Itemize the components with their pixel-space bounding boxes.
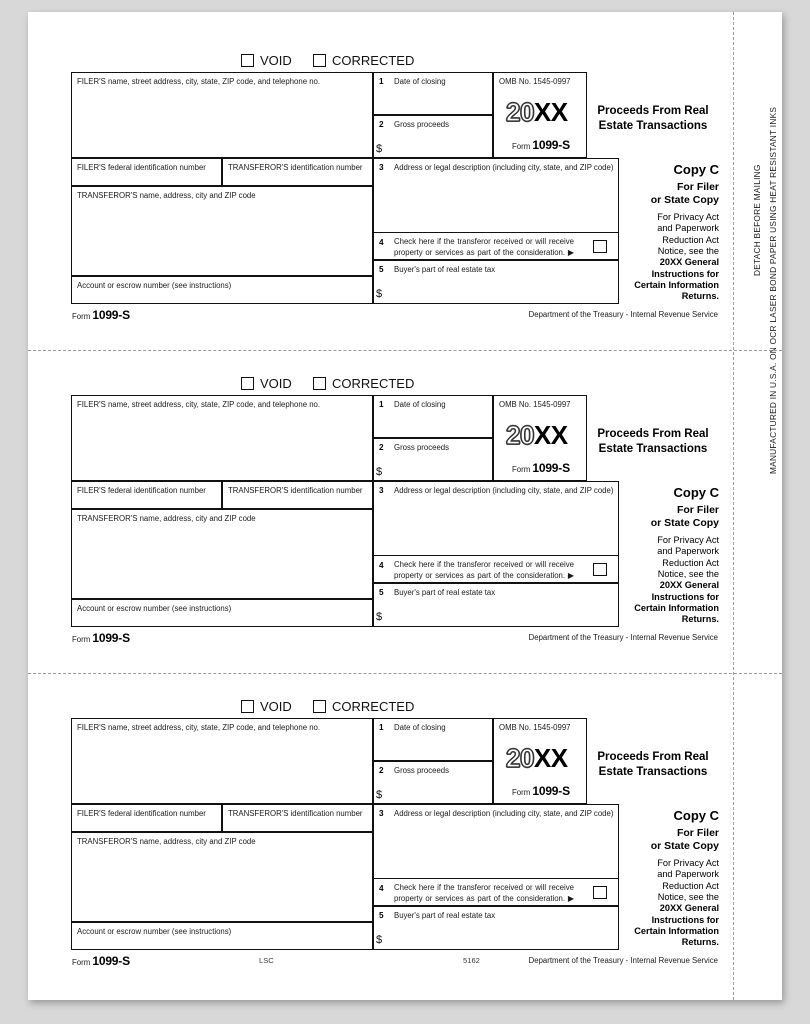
form-footer (71, 952, 719, 968)
box4-label-line2-text: property or services as part of the consideration. (394, 893, 566, 903)
void-label: VOID (260, 699, 292, 714)
account-number-box[interactable] (71, 276, 373, 304)
box3-label: Address or legal description (including city, state, and ZIP code) (394, 809, 614, 818)
box5-label: Buyer's part of real estate tax (394, 911, 496, 920)
form-footer (71, 306, 719, 322)
copy-c-sub-line1: For Filer (676, 827, 719, 839)
footer-form-number: 1099-S (92, 308, 130, 322)
tax-year-suffix: XX (533, 97, 568, 127)
omb-number: OMB No. 1545-0997 (499, 723, 571, 732)
copy-c-sub-line2: or State Copy (650, 516, 719, 529)
filer-tin-label: FILER'S federal identification number (77, 809, 206, 818)
corrected-label: CORRECTED (332, 376, 415, 391)
tax-year-suffix: XX (533, 743, 568, 773)
void-checkbox-group[interactable] (241, 54, 292, 67)
void-checkbox-group[interactable] (241, 377, 292, 390)
box1-label: Date of closing (394, 400, 446, 409)
form-grid (71, 72, 719, 304)
void-label: VOID (260, 376, 292, 391)
copy-c-heading: Copy C (673, 162, 719, 177)
footer-treasury: Department of the Treasury - Internal Revenue Service (528, 310, 718, 319)
box4-number: 4 (379, 884, 384, 893)
box2-number: 2 (379, 120, 384, 129)
box4-cell[interactable] (373, 878, 619, 906)
tax-year-prefix: 20 (506, 97, 534, 127)
filer-tin-box[interactable] (71, 158, 222, 186)
notice-line7: Certain Information (634, 602, 719, 613)
copy-c-subtitle (619, 504, 719, 529)
form-number: 1099-S (532, 138, 570, 152)
form-word: Form (512, 142, 531, 151)
box4-cell[interactable] (373, 555, 619, 583)
filer-name-label: FILER'S name, street address, city, state, ZIP code, and telephone no. (77, 723, 321, 732)
manufactured-note: MANUFACTURED IN U.S.A. ON OCR LASER BOND PAPER USING HEAT RESISTANT INKS (768, 106, 778, 474)
privacy-act-notice (619, 535, 719, 625)
footer-form-number: 1099-S (92, 631, 130, 645)
box2-label: Gross proceeds (394, 766, 450, 775)
box4-arrow-icon: ▶ (567, 247, 574, 257)
notice-line6: Instructions for (651, 914, 719, 925)
box2-number: 2 (379, 766, 384, 775)
footer-form-word: Form (72, 958, 91, 967)
box1-date-of-closing[interactable] (373, 72, 493, 115)
box1-number: 1 (379, 400, 384, 409)
form-title-line1: Proceeds From Real (597, 105, 709, 117)
copy-c-heading: Copy C (673, 808, 719, 823)
void-checkbox[interactable] (241, 54, 254, 67)
filer-name-label: FILER'S name, street address, city, state, ZIP code, and telephone no. (77, 400, 321, 409)
box2-number: 2 (379, 443, 384, 452)
tax-year-prefix: 20 (506, 743, 534, 773)
box3-number: 3 (379, 486, 384, 495)
box4-label-line2-text: property or services as part of the consideration. (394, 247, 566, 257)
corrected-checkbox-group[interactable] (313, 700, 414, 713)
form-word: Form (512, 465, 531, 474)
omb-number: OMB No. 1545-0997 (499, 400, 571, 409)
form-title-line2: Estate Transactions (598, 765, 708, 778)
footer-treasury: Department of the Treasury - Internal Revenue Service (528, 956, 718, 965)
perforation-separator-1 (28, 350, 782, 351)
perforation-separator-2 (28, 673, 782, 674)
form-title-line1: Proceeds From Real (597, 751, 709, 763)
box5-label: Buyer's part of real estate tax (394, 588, 496, 597)
transferor-name-box[interactable] (71, 186, 373, 276)
notice-line4: Notice, see the (657, 892, 719, 903)
box4-arrow-icon: ▶ (567, 893, 574, 903)
corrected-label: CORRECTED (332, 53, 415, 68)
notice-line3: Reduction Act (662, 234, 719, 245)
account-number-label: Account or escrow number (see instructions) (77, 927, 232, 936)
box3-label: Address or legal description (including city, state, and ZIP code) (394, 486, 614, 495)
box5-number: 5 (379, 911, 384, 920)
box2-dollar-sign: $ (376, 143, 383, 155)
footer-form-identifier (72, 954, 130, 968)
filer-tin-label: FILER'S federal identification number (77, 163, 206, 172)
box4-label-line1: Check here if the transferor received or will receive (394, 560, 574, 569)
box4-number: 4 (379, 561, 384, 570)
account-number-label: Account or escrow number (see instructions) (77, 604, 232, 613)
transferor-name-label: TRANSFEROR'S name, address, city and ZIP code (77, 514, 256, 523)
notice-line5: 20XX General (659, 257, 719, 268)
transferor-tin-box[interactable] (222, 158, 373, 186)
footer-form-identifier (72, 308, 130, 322)
tax-year (506, 99, 568, 125)
box5-cell[interactable] (373, 906, 619, 950)
print-mark-product: 5162 (463, 956, 480, 965)
void-checkbox-group[interactable] (241, 700, 292, 713)
corrected-label: CORRECTED (332, 699, 415, 714)
form-title (587, 104, 719, 133)
transferor-tin-label: TRANSFEROR'S identification number (228, 486, 363, 495)
form-number: 1099-S (532, 784, 570, 798)
tax-year-prefix: 20 (506, 420, 534, 450)
copy-c-heading: Copy C (673, 485, 719, 500)
copy-c-sub-line1: For Filer (676, 181, 719, 193)
box5-dollar-sign: $ (376, 611, 383, 623)
notice-line1: For Privacy Act (657, 212, 719, 223)
box3-label: Address or legal description (including city, state, and ZIP code) (394, 163, 614, 172)
form-footer (71, 629, 719, 645)
footer-form-identifier (72, 631, 130, 645)
box2-label: Gross proceeds (394, 443, 450, 452)
checkbox-row (71, 698, 719, 718)
notice-line2: and Paperwork (657, 869, 719, 880)
box5-label: Buyer's part of real estate tax (394, 265, 496, 274)
notice-line6: Instructions for (651, 268, 719, 279)
detach-before-mailing-note: DETACH BEFORE MAILING (752, 164, 762, 276)
form-identifier (512, 138, 570, 152)
transferor-tin-label: TRANSFEROR'S identification number (228, 809, 363, 818)
form-title-line1: Proceeds From Real (597, 428, 709, 440)
filer-name-box[interactable] (71, 72, 373, 158)
notice-line3: Reduction Act (662, 880, 719, 891)
void-label: VOID (260, 53, 292, 68)
corrected-checkbox[interactable] (313, 54, 326, 67)
filer-tin-label: FILER'S federal identification number (77, 486, 206, 495)
notice-line2: and Paperwork (657, 223, 719, 234)
box4-arrow-icon: ▶ (567, 570, 574, 580)
void-checkbox[interactable] (241, 377, 254, 390)
void-checkbox[interactable] (241, 700, 254, 713)
box2-dollar-sign: $ (376, 466, 383, 478)
notice-line3: Reduction Act (662, 557, 719, 568)
notice-line4: Notice, see the (657, 246, 719, 257)
box4-checkbox[interactable] (593, 563, 607, 576)
notice-line7: Certain Information (634, 279, 719, 290)
box1-number: 1 (379, 723, 384, 732)
notice-line8: Returns. (681, 291, 719, 302)
transferor-name-label: TRANSFEROR'S name, address, city and ZIP code (77, 191, 256, 200)
filer-name-label: FILER'S name, street address, city, state, ZIP code, and telephone no. (77, 77, 321, 86)
copy-c-subtitle (619, 827, 719, 852)
transferor-name-label: TRANSFEROR'S name, address, city and ZIP code (77, 837, 256, 846)
corrected-checkbox-group[interactable] (313, 54, 414, 67)
form-title-area (587, 72, 719, 158)
box3-address-legal-description[interactable] (373, 158, 619, 276)
corrected-checkbox-group[interactable] (313, 377, 414, 390)
box4-label (394, 883, 574, 904)
copy-c-sub-line2: or State Copy (650, 193, 719, 206)
corrected-checkbox[interactable] (313, 377, 326, 390)
notice-line1: For Privacy Act (657, 858, 719, 869)
copy-c-sub-line2: or State Copy (650, 839, 719, 852)
form-grid-lower (71, 718, 719, 950)
notice-line8: Returns. (681, 614, 719, 625)
box3-number: 3 (379, 809, 384, 818)
account-number-label: Account or escrow number (see instructions) (77, 281, 232, 290)
notice-line5: 20XX General (659, 580, 719, 591)
box4-label-line1: Check here if the transferor received or will receive (394, 883, 574, 892)
footer-form-word: Form (72, 635, 91, 644)
box4-label-line1: Check here if the transferor received or will receive (394, 237, 574, 246)
box4-label-line2 (394, 571, 574, 582)
form-grid-lower (71, 395, 719, 627)
copy-c-area (619, 481, 719, 627)
notice-line5: 20XX General (659, 903, 719, 914)
box4-label-line2 (394, 894, 574, 905)
checkbox-row (71, 375, 719, 395)
box5-cell[interactable] (373, 583, 619, 627)
copy-c-sub-line1: For Filer (676, 504, 719, 516)
form-word: Form (512, 788, 531, 797)
box4-label (394, 560, 574, 581)
omb-year-box (493, 72, 587, 158)
form-number: 1099-S (532, 461, 570, 475)
box4-number: 4 (379, 238, 384, 247)
box4-label-line2-text: property or services as part of the consideration. (394, 570, 566, 580)
box5-dollar-sign: $ (376, 288, 383, 300)
box4-checkbox[interactable] (593, 886, 607, 899)
box2-gross-proceeds[interactable] (373, 115, 493, 158)
box2-label: Gross proceeds (394, 120, 450, 129)
footer-treasury: Department of the Treasury - Internal Revenue Service (528, 633, 718, 642)
box2-dollar-sign: $ (376, 789, 383, 801)
footer-form-number: 1099-S (92, 954, 130, 968)
box5-number: 5 (379, 588, 384, 597)
form-page (28, 12, 782, 1000)
box3-number: 3 (379, 163, 384, 172)
tax-year-suffix: XX (533, 420, 568, 450)
box1-label: Date of closing (394, 77, 446, 86)
copy-c-block (619, 485, 719, 626)
checkbox-row (71, 52, 719, 72)
copy-c-area (619, 804, 719, 950)
notice-line8: Returns. (681, 937, 719, 948)
omb-number: OMB No. 1545-0997 (499, 77, 571, 86)
copy-c-block (619, 808, 719, 949)
notice-line2: and Paperwork (657, 546, 719, 557)
notice-line7: Certain Information (634, 925, 719, 936)
transferor-tin-label: TRANSFEROR'S identification number (228, 163, 363, 172)
form-title-line2: Estate Transactions (598, 119, 708, 132)
box1-label: Date of closing (394, 723, 446, 732)
form-title-line2: Estate Transactions (598, 442, 708, 455)
notice-line6: Instructions for (651, 591, 719, 602)
box5-number: 5 (379, 265, 384, 274)
notice-line4: Notice, see the (657, 569, 719, 580)
box5-dollar-sign: $ (376, 934, 383, 946)
privacy-act-notice (619, 858, 719, 948)
perforation-separator-vertical (733, 12, 734, 1000)
corrected-checkbox[interactable] (313, 700, 326, 713)
box1-number: 1 (379, 77, 384, 86)
print-mark-lsc: LSC (259, 956, 274, 965)
footer-form-word: Form (72, 312, 91, 321)
notice-line1: For Privacy Act (657, 535, 719, 546)
